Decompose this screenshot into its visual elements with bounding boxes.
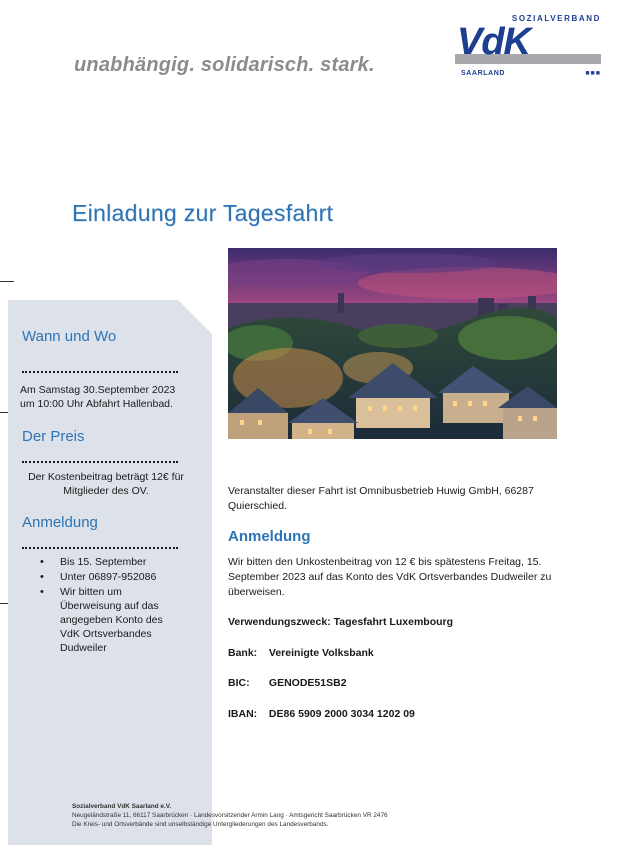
registration-list xyxy=(34,555,184,656)
logo-sub-text: SAARLAND xyxy=(461,70,506,77)
bic-line xyxy=(228,677,347,689)
bank-line xyxy=(228,647,374,659)
list-item: • Bis 15. September xyxy=(34,555,184,569)
city-photo xyxy=(228,248,557,439)
iban-value: DE86 5909 2000 3034 1202 09 xyxy=(268,708,415,720)
when-text: Am Samstag 30.September 2023 um 10:00 Uhr Abfahrt Hallenbad. xyxy=(20,384,176,410)
footer xyxy=(72,802,388,829)
dotted-divider xyxy=(22,547,178,549)
bic-label: BIC: xyxy=(228,677,250,689)
logo-top-text: SOZIALVERBAND xyxy=(511,14,601,23)
logo-dots: ■■■ xyxy=(585,70,601,77)
logo-main-text: VdK xyxy=(457,21,530,63)
organizer-text: Veranstalter dieser Fahrt ist Omnibusbetrieb Huwig GmbH, 66287 Quierschied. xyxy=(228,485,534,512)
bank-value: Vereinigte Volksbank xyxy=(268,647,374,659)
vdk-logo xyxy=(455,14,605,80)
price-text: Der Kostenbeitrag beträgt 12€ für Mitglieder des OV. xyxy=(28,471,184,497)
registration-text: Wir bitten den Unkostenbeitrag von 12 € bis spätestens Freitag, 15. September 2023 auf das Konto des VdK Ortsverbandes Dudweiler zu überweisen. xyxy=(228,556,552,598)
slogan: unabhängig. solidarisch. stark. xyxy=(74,54,375,76)
footer-note: Die Kreis- und Ortsverbände sind unselbständige Untergliederungen des Landesverbands. xyxy=(72,821,329,828)
bank-label: Bank: xyxy=(228,647,258,659)
city-photo-illustration xyxy=(228,248,557,439)
when-heading: Wann und Wo xyxy=(22,328,117,345)
purpose-text: Verwendungszweck: Tagesfahrt Luxembourg xyxy=(228,616,454,628)
price-heading: Der Preis xyxy=(22,428,85,445)
main-registration-heading: Anmeldung xyxy=(228,528,311,545)
footer-org: Sozialverband VdK Saarland e.V. xyxy=(72,803,172,810)
list-item: • Wir bitten um Überweisung auf das angegeben Konto des VdK Ortsverbandes Dudweiler xyxy=(34,585,184,655)
purpose-line xyxy=(228,616,453,628)
dotted-divider xyxy=(22,371,178,373)
page-title: Einladung zur Tagesfahrt xyxy=(72,200,334,226)
footer-address: Neugeländstraße 11, 66117 Saarbrücken · Landesvorsitzender Armin Lang · Amtsgericht Saarbrücken VR 2476 xyxy=(72,812,388,819)
dotted-divider xyxy=(22,461,178,463)
bic-value: GENODE51SB2 xyxy=(268,677,347,689)
registration-heading: Anmeldung xyxy=(22,514,98,531)
fold-mark xyxy=(0,281,14,282)
iban-label: IBAN: xyxy=(228,708,258,720)
iban-line xyxy=(228,708,415,720)
list-item: • Unter 06897-952086 xyxy=(34,570,184,584)
